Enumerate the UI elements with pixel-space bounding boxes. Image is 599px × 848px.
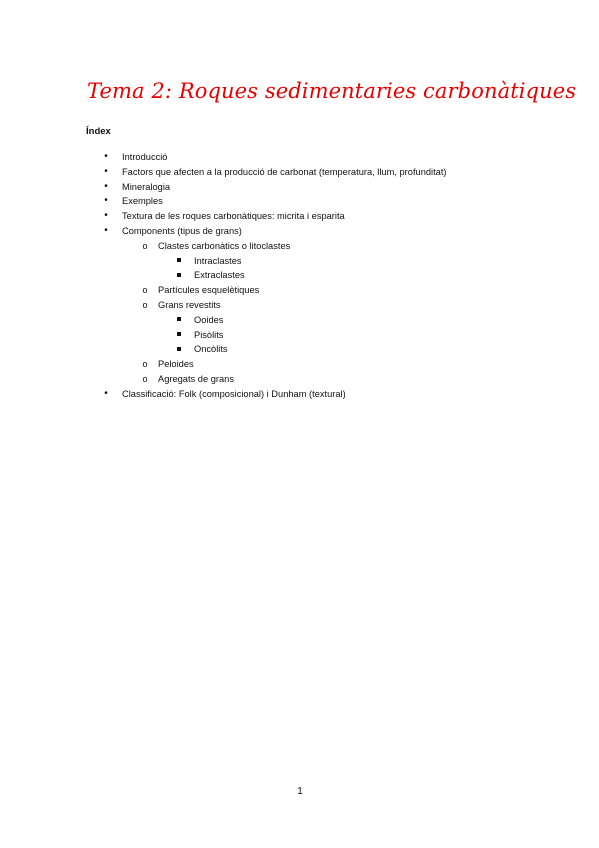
list-item-text: Partícules esquelètiques [158, 285, 260, 296]
square-bullet-shape [177, 258, 181, 262]
list-item [0, 357, 599, 372]
circle-bullet-icon: o [142, 240, 148, 251]
list-item-text: Intraclastes [194, 255, 242, 266]
list-item-text: Extraclastes [194, 270, 245, 281]
list-item [0, 283, 599, 298]
list-item-text: Mineralogia [122, 181, 171, 192]
square-bullet-shape [177, 273, 181, 277]
square-bullet-icon [175, 313, 183, 328]
bullet-icon: • [104, 224, 108, 236]
list-item [0, 298, 599, 313]
list-item-text: Exemples [122, 196, 163, 207]
list-item [0, 372, 599, 387]
list-item-text: Pisòlits [194, 329, 224, 340]
bullet-icon: • [104, 387, 108, 399]
list-item [0, 150, 599, 165]
square-bullet-icon [175, 328, 183, 343]
bullet-icon: • [104, 151, 108, 162]
circle-bullet-icon: o [142, 359, 148, 370]
bullet-icon: • [104, 165, 108, 177]
list-item-text: Agregats de grans [158, 373, 234, 384]
list-item [0, 268, 599, 283]
list-item-text: Introducció [122, 152, 168, 162]
list-item [0, 342, 599, 357]
list-item [0, 224, 599, 239]
bullet-icon: • [104, 210, 108, 222]
list-item-text: Textura de les roques carbonàtiques: micrita i esparita [122, 211, 345, 222]
list-item-text: Clastes carbonàtics o litoclastes [158, 240, 291, 251]
bullet-icon: • [104, 180, 108, 192]
document-title: Tema 2: Roques sedimentaries carbonàtiques [87, 79, 577, 103]
list-item [0, 387, 599, 402]
square-bullet-shape [177, 332, 181, 336]
square-bullet-shape [177, 347, 181, 351]
index-list [0, 150, 599, 402]
list-item [0, 239, 599, 254]
list-item [0, 313, 599, 328]
list-item [0, 165, 599, 180]
index-heading: Índex [86, 126, 111, 137]
square-bullet-icon [175, 342, 183, 357]
list-item-text: Factors que afecten a la producció de carbonat (temperatura, llum, profunditat) [122, 166, 447, 177]
list-item-text: Peloides [158, 359, 194, 370]
bullet-icon: • [104, 195, 108, 207]
list-item-text: Oncòlits [194, 344, 228, 355]
page-number: 1 [297, 786, 303, 797]
list-item [0, 180, 599, 195]
list-item-text: Grans revestits [158, 299, 221, 310]
square-bullet-shape [177, 317, 181, 321]
list-item-text: Classificació: Folk (composicional) i Dunham (textural) [122, 388, 346, 399]
list-item-text: Components (tipus de grans) [122, 225, 242, 236]
circle-bullet-icon: o [142, 299, 148, 310]
list-item-text: Ooides [194, 314, 224, 325]
square-bullet-icon [175, 268, 183, 283]
list-item [0, 328, 599, 343]
list-item [0, 194, 599, 209]
list-item [0, 254, 599, 269]
circle-bullet-icon: o [142, 373, 148, 384]
circle-bullet-icon: o [142, 285, 148, 296]
list-item [0, 209, 599, 224]
square-bullet-icon [175, 254, 183, 269]
